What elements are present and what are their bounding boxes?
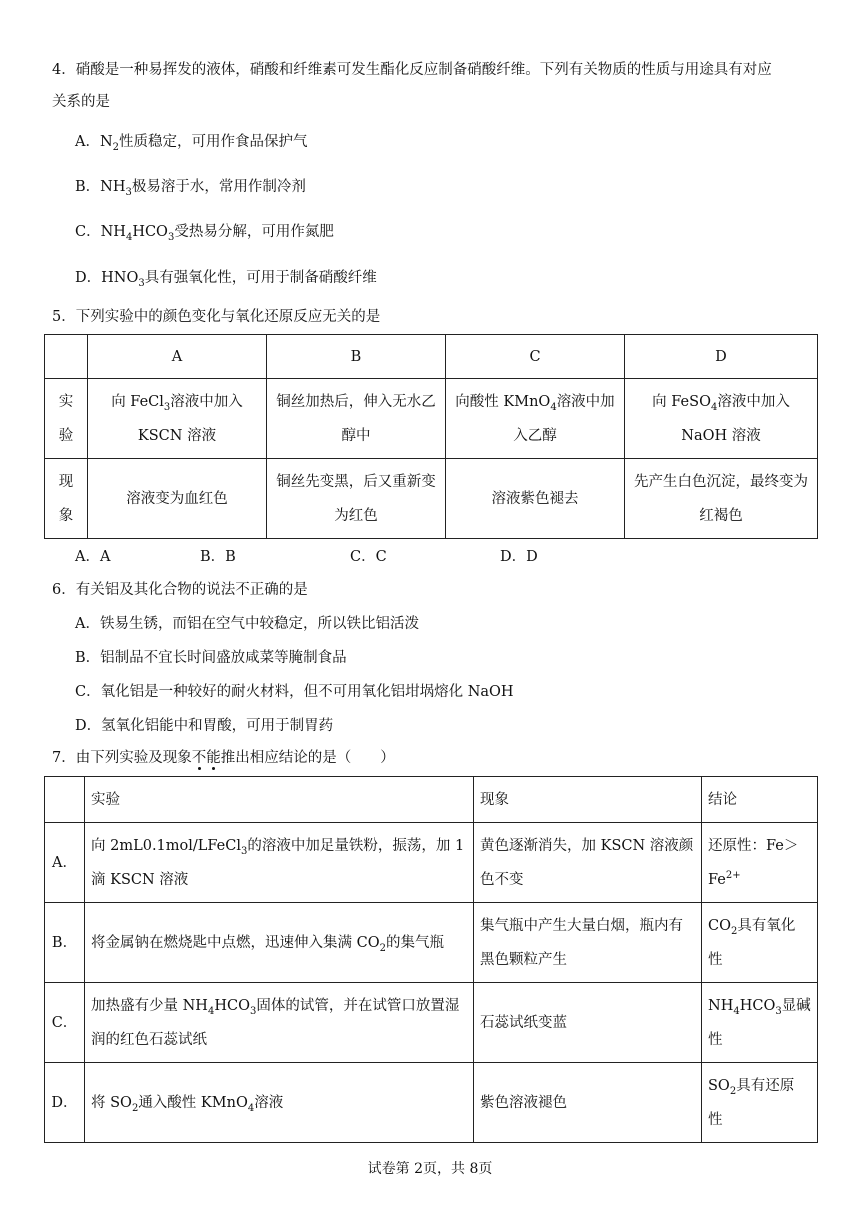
q7-header-conclusion: 结论: [702, 777, 818, 823]
q7-header-experiment: 实验: [85, 777, 474, 823]
q6-option-b: B．铝制品不宜长时间盛放咸菜等腌制食品: [75, 650, 347, 666]
q5-option-c: C．C: [350, 549, 387, 565]
q7-row-d-label: D．: [45, 1063, 85, 1143]
q5-obs-b: 铜丝先变黑，后又重新变 为红色: [267, 459, 446, 539]
q7-row-a-label: A．: [45, 823, 85, 903]
q5-option-b: B．B: [200, 549, 236, 565]
q4-option-d: D．$HNO_3$具有强氧化性，可用于制备硝酸纤维: [75, 270, 377, 289]
q6-option-c: C．氧化铝是一种较好的耐火材料，但不可用氧化铝坩埚熔化 NaOH: [75, 684, 514, 700]
q7-row-b-conclusion: $CO_2$具有氧化 性: [702, 903, 818, 983]
q5-header-a: A: [88, 335, 267, 379]
q5-exp-d: 向 FeSO$_4$溶液中加入 NaOH 溶液: [625, 379, 818, 459]
q7-row-d-experiment: 将 $SO_2$通入酸性 KMnO$_4$溶液: [85, 1063, 474, 1143]
q4-option-a: A．$N_2$性质稳定，可用作食品保护气: [75, 134, 308, 153]
q7-header-observation: 现象: [474, 777, 702, 823]
q4-option-b: B．$NH_3$极易溶于水，常用作制冷剂: [75, 179, 306, 198]
q7-table: [44, 776, 818, 1143]
q6-option-d: D．氢氧化铝能中和胃酸，可用于制胃药: [75, 718, 334, 734]
q5-exp-b: 铜丝加热后，伸入无水乙 醇中: [267, 379, 446, 459]
q5-option-a: A．A: [75, 549, 111, 565]
q7-row-c-label: C．: [45, 983, 85, 1063]
q5-obs-a: 溶液变为血红色: [88, 459, 267, 539]
q7-row-b-experiment: 将金属钠在燃烧匙中点燃，迅速伸入集满 $CO_2$的集气瓶: [85, 903, 474, 983]
q7-row-d-observation: 紫色溶液褪色: [474, 1063, 702, 1143]
q6-stem: 6．有关铝及其化合物的说法不正确的是: [52, 582, 308, 598]
q7-row-a-conclusion: 还原性：Fe＞ $Fe^{2+}$: [702, 823, 818, 903]
q7-row-d-conclusion: $SO_2$具有还原 性: [702, 1063, 818, 1143]
q7-row-b-observation: 集气瓶中产生大量白烟，瓶内有 黑色颗粒产生: [474, 903, 702, 983]
q5-option-d: D．D: [500, 549, 538, 565]
q5-exp-c: 向酸性 KMnO$_4$溶液中加 入乙醇: [446, 379, 625, 459]
q5-stem: 5．下列实验中的颜色变化与氧化还原反应无关的是: [52, 309, 381, 325]
q7-row-b-label: B．: [45, 903, 85, 983]
q5-obs-c: 溶液紫色褪去: [446, 459, 625, 539]
q5-header-d: D: [625, 335, 818, 379]
q5-obs-d: 先产生白色沉淀，最终变为 红褐色: [625, 459, 818, 539]
q4-option-c: C．$NH_4HCO_3$受热易分解，可用作氮肥: [75, 224, 334, 243]
q5-row-label-experiment: 实 验: [45, 379, 88, 459]
q5-header-empty: [45, 335, 88, 379]
q4-stem-line2: 关系的是: [52, 94, 110, 110]
q5-header-b: B: [267, 335, 446, 379]
q7-row-a-experiment: 向 2mL0.1mol/LFeCl$_3$的溶液中加足量铁粉，振荡，加 1 滴 KSCN 溶液: [85, 823, 474, 903]
q7-stem: 7．由下列实验及现象不能推出相应结论的是（ ）: [52, 750, 395, 766]
page-footer: 试卷第 2页，共 8页: [367, 1161, 493, 1177]
emphasis-dot-2: 能: [206, 750, 221, 766]
q7-row-a-observation: 黄色逐渐消失，加 KSCN 溶液颜 色不变: [474, 823, 702, 903]
q5-header-c: C: [446, 335, 625, 379]
q7-row-c-experiment: 加热盛有少量 $NH_4HCO_3$固体的试管，并在试管口放置湿 润的红色石蕊试纸: [85, 983, 474, 1063]
q6-option-a: A．铁易生锈，而铝在空气中较稳定，所以铁比铝活泼: [75, 616, 419, 632]
q7-row-c-observation: 石蕊试纸变蓝: [474, 983, 702, 1063]
q5-exp-a: 向 FeCl$_3$溶液中加入 KSCN 溶液: [88, 379, 267, 459]
q5-table: [44, 334, 818, 539]
q7-row-c-conclusion: $NH_4HCO_3$显碱 性: [702, 983, 818, 1063]
q5-row-label-observation: 现 象: [45, 459, 88, 539]
q7-header-empty: [45, 777, 85, 823]
q4-stem-line1: 4．硝酸是一种易挥发的液体，硝酸和纤维素可发生酯化反应制备硝酸纤维。下列有关物质的性质与用途具有对应: [52, 62, 772, 78]
emphasis-dot-1: 不: [191, 750, 207, 766]
